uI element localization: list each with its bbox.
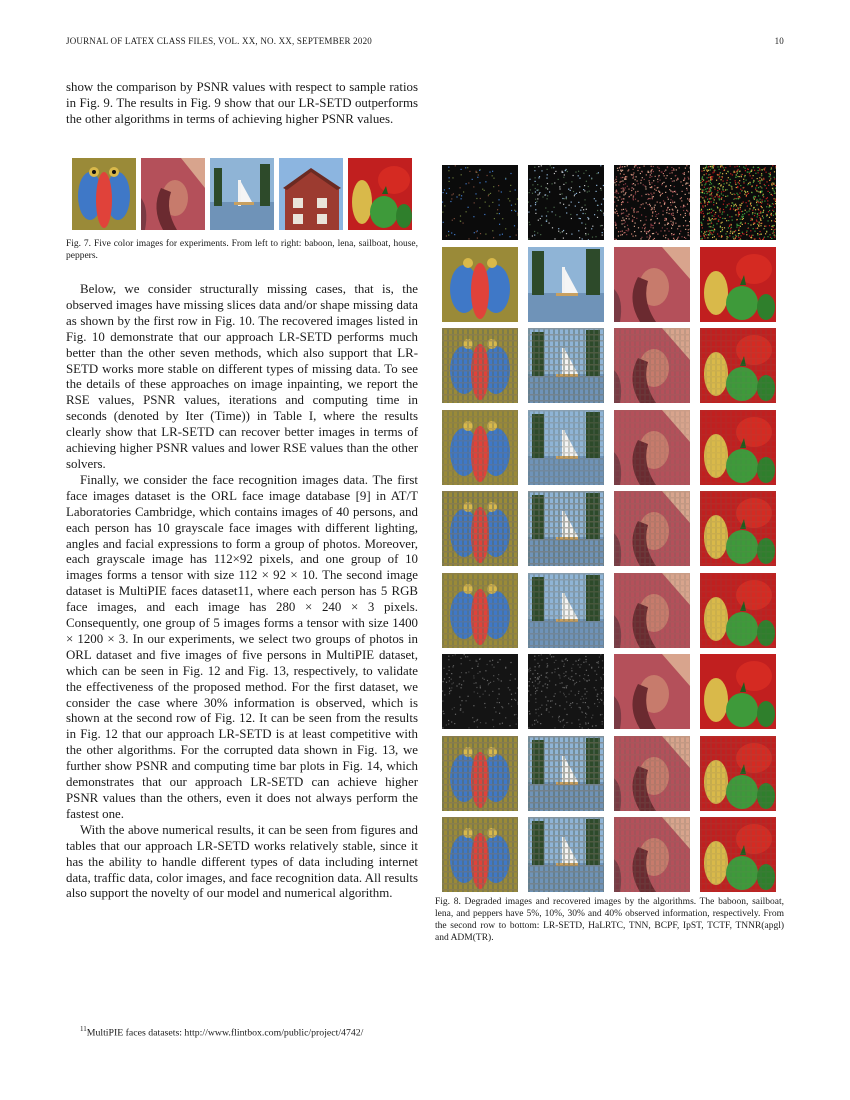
thumb-sailboat <box>210 158 274 230</box>
fig8-cell-baboon-adm-tr- <box>442 817 518 892</box>
fig8-cell-sailboat-degraded <box>528 165 604 240</box>
fig8-cell-lena-adm-tr- <box>614 817 690 892</box>
footnote-mark: 11 <box>80 1025 87 1033</box>
fig8-cell-peppers-degraded <box>700 165 776 240</box>
footnote-text: MultiPIE faces datasets: http://www.flintbox.com/public/project/4742/ <box>86 1027 364 1039</box>
fig8-cell-lena-lr-setd <box>614 247 690 322</box>
intro-paragraph <box>66 80 418 128</box>
fig8-cell-sailboat-tctf <box>528 654 604 729</box>
fig8-grid <box>442 165 776 888</box>
fig8-cell-baboon-halrtc <box>442 328 518 403</box>
fig8-cell-peppers-halrtc <box>700 328 776 403</box>
thumb-peppers <box>348 158 412 230</box>
fig8-cell-sailboat-adm-tr- <box>528 817 604 892</box>
thumb-lena <box>141 158 205 230</box>
fig8-cell-peppers-ipst <box>700 573 776 648</box>
fig8-cell-peppers-tnnr-apgl- <box>700 736 776 811</box>
fig7-images <box>72 158 414 230</box>
paragraph-structural-missing: Below, we consider structurally missing cases, that is, the observed images have missing slices data and/or shape missing data as shown by the first row in Fig. 10. The recovered images listed in Fig. 10 demonstrate that our approach LR-SETD performs much better than the other seven methods, which also support that LR-SETD works more stable on different types of missing data. To see the details of these approaches on image inpainting, we report the RSE values, PSNR values, iterations and computing time in seconds (denoted by Iter (Time)) in Table I, where the results clearly show that LR-SETD can recover better images in terms of achieving higher PSNR values and lower RSE values than the other solvers. <box>66 282 418 471</box>
fig8-cell-baboon-tctf <box>442 654 518 729</box>
footnote <box>80 1025 363 1038</box>
fig8-cell-baboon-ipst <box>442 573 518 648</box>
fig8-cell-baboon-bcpf <box>442 491 518 566</box>
fig8-cell-lena-tnn <box>614 410 690 485</box>
fig8-cell-lena-ipst <box>614 573 690 648</box>
fig8-cell-lena-tnnr-apgl- <box>614 736 690 811</box>
page-number: 10 <box>774 36 784 46</box>
fig8-cell-baboon-degraded <box>442 165 518 240</box>
fig8-cell-peppers-adm-tr- <box>700 817 776 892</box>
fig8-caption: Fig. 8. Degraded images and recovered images by the algorithms. The baboon, sailboat, lena, and peppers have 5%, 10%, 30% and 40% observed information, respectively. From the second row to bottom: LR-SETD, HaLRTC, TNN, BCPF, IpST, TCTF, TNNR(apgl) and ADM(TR). <box>435 897 784 943</box>
body-text <box>66 282 418 902</box>
fig8-cell-baboon-lr-setd <box>442 247 518 322</box>
fig8-cell-lena-degraded <box>614 165 690 240</box>
fig7-caption: Fig. 7. Five color images for experiments. From left to right: baboon, lena, sailboat, house, peppers. <box>66 239 418 261</box>
fig8-cell-peppers-bcpf <box>700 491 776 566</box>
intro-text: show the comparison by PSNR values with respect to sample ratios in Fig. 9. The results in Fig. 9 show that our LR-SETD outperforms the other algorithms in terms of achieving higher PSNR values. <box>66 80 418 126</box>
paragraph-conclusion: With the above numerical results, it can be seen from figures and tables that our approach LR-SETD works relatively stable, since it has the ability to handle different types of data including internet data, traffic data, color images, and face recognition data. All results also support the novelty of our model and numerical algorithm. <box>66 822 418 901</box>
journal-title: JOURNAL OF LATEX CLASS FILES, VOL. XX, NO. XX, SEPTEMBER 2020 <box>66 36 372 46</box>
fig8-cell-sailboat-tnn <box>528 410 604 485</box>
fig8-cell-sailboat-halrtc <box>528 328 604 403</box>
fig8-cell-sailboat-lr-setd <box>528 247 604 322</box>
fig8-cell-peppers-tctf <box>700 654 776 729</box>
running-header <box>66 36 784 50</box>
fig8-cell-lena-tctf <box>614 654 690 729</box>
fig8-cell-peppers-tnn <box>700 410 776 485</box>
fig8-cell-sailboat-bcpf <box>528 491 604 566</box>
fig8-cell-baboon-tnnr-apgl- <box>442 736 518 811</box>
fig8-cell-lena-bcpf <box>614 491 690 566</box>
paragraph-face-recognition: Finally, we consider the face recognition images data. The first face images dataset is the ORL face image database [9] in AT/T Laboratories Cambridge, which contains images of 40 persons, and each person has 10 grayscale face images with different lighting, angles and facial expressions to form a group of photos. Moreover, each grayscale image has 112×92 pixels, and one group of 10 images forms a tensor with size 112 × 92 × 10. The second image dataset is MultiPIE faces dataset11, where each person has 5 RGB face images, and each image has 280 × 240 × 3 pixels. Consequently, one group of 5 images forms a tensor with size 1400 × 1200 × 3. In our experiments, we select two groups of photos in ORL dataset and five images of five persons in MultiPIE dataset, which can be seen in Fig. 12 and Fig. 13, respectively, to validate the effectiveness of the proposed method. For the first dataset, we consider the case where 30% information is observed, which is shown at the second row of Fig. 12. It can be seen from the results in Fig. 12 that our approach LR-SETD is at least competitive with the other algorithms. For the corrupted data shown in Fig. 13, we further show PSNR and computing time bar plots in Fig. 14, which demonstrates that our approach LR-SETD can achieve higher PSNR values than the others, even it does not always perform the fastest one. <box>66 472 418 821</box>
fig8-cell-peppers-lr-setd <box>700 247 776 322</box>
fig8-cell-sailboat-ipst <box>528 573 604 648</box>
thumb-house <box>279 158 343 230</box>
fig8-cell-baboon-tnn <box>442 410 518 485</box>
fig8-cell-sailboat-tnnr-apgl- <box>528 736 604 811</box>
fig8-cell-lena-halrtc <box>614 328 690 403</box>
thumb-baboon <box>72 158 136 230</box>
